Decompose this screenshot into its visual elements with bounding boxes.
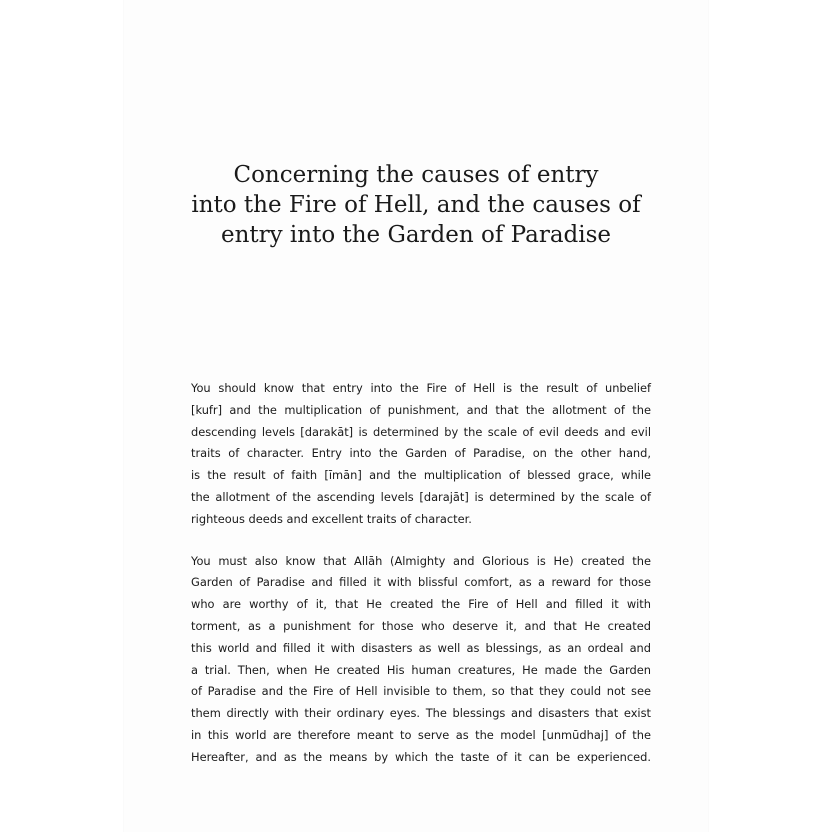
text-line: them directly with their ordinary eyes. The blessings and disasters that exist [191, 706, 651, 721]
text-line: this world and filled it with disasters as well as blessings, as an ordeal and [191, 640, 651, 655]
heading-line: entry into the Garden of Paradise [220, 222, 612, 248]
text-line: who are worthy of it, that He created the Fire of Hell and filled it with [191, 597, 651, 612]
text-line: descending levels [darakāt] is determined by the scale of evil deeds and evil [191, 424, 651, 439]
paragraph-1 [191, 378, 651, 531]
text-line: torment, as a punishment for those who deserve it, and that He created [191, 618, 651, 633]
chapter-heading [124, 160, 708, 250]
text-line: traits of character. Entry into the Garden of Paradise, on the other hand, [191, 446, 651, 461]
text-line: the allotment of the ascending levels [darajāt] is determined by the scale of [191, 489, 651, 504]
text-line: is the result of faith [īmān] and the multiplication of blessed grace, while [191, 468, 651, 483]
text-line: [kufr] and the multiplication of punishment, and that the allotment of the [191, 402, 651, 417]
text-line: Hereafter, and as the means by which the taste of it can be experienced. [191, 749, 651, 764]
text-line: a trial. Then, when He created His human creatures, He made the Garden [191, 662, 651, 677]
text-line: of Paradise and the Fire of Hell invisible to them, so that they could not see [191, 684, 651, 699]
text-line: You must also know that Allāh (Almighty and Glorious is He) created the [191, 553, 651, 568]
heading-line: Concerning the causes of entry [233, 162, 599, 188]
text-line: in this world are therefore meant to serve as the model [unmūdhaj] of the [191, 727, 651, 742]
text-line: You should know that entry into the Fire of Hell is the result of unbelief [191, 381, 651, 395]
paragraph-2 [191, 551, 651, 769]
heading-line: into the Fire of Hell, and the causes of [191, 192, 641, 218]
text-line: Garden of Paradise and filled it with blissful comfort, as a reward for those [191, 575, 651, 590]
text-line: righteous deeds and excellent traits of character. [191, 511, 472, 526]
body-text [191, 378, 651, 789]
